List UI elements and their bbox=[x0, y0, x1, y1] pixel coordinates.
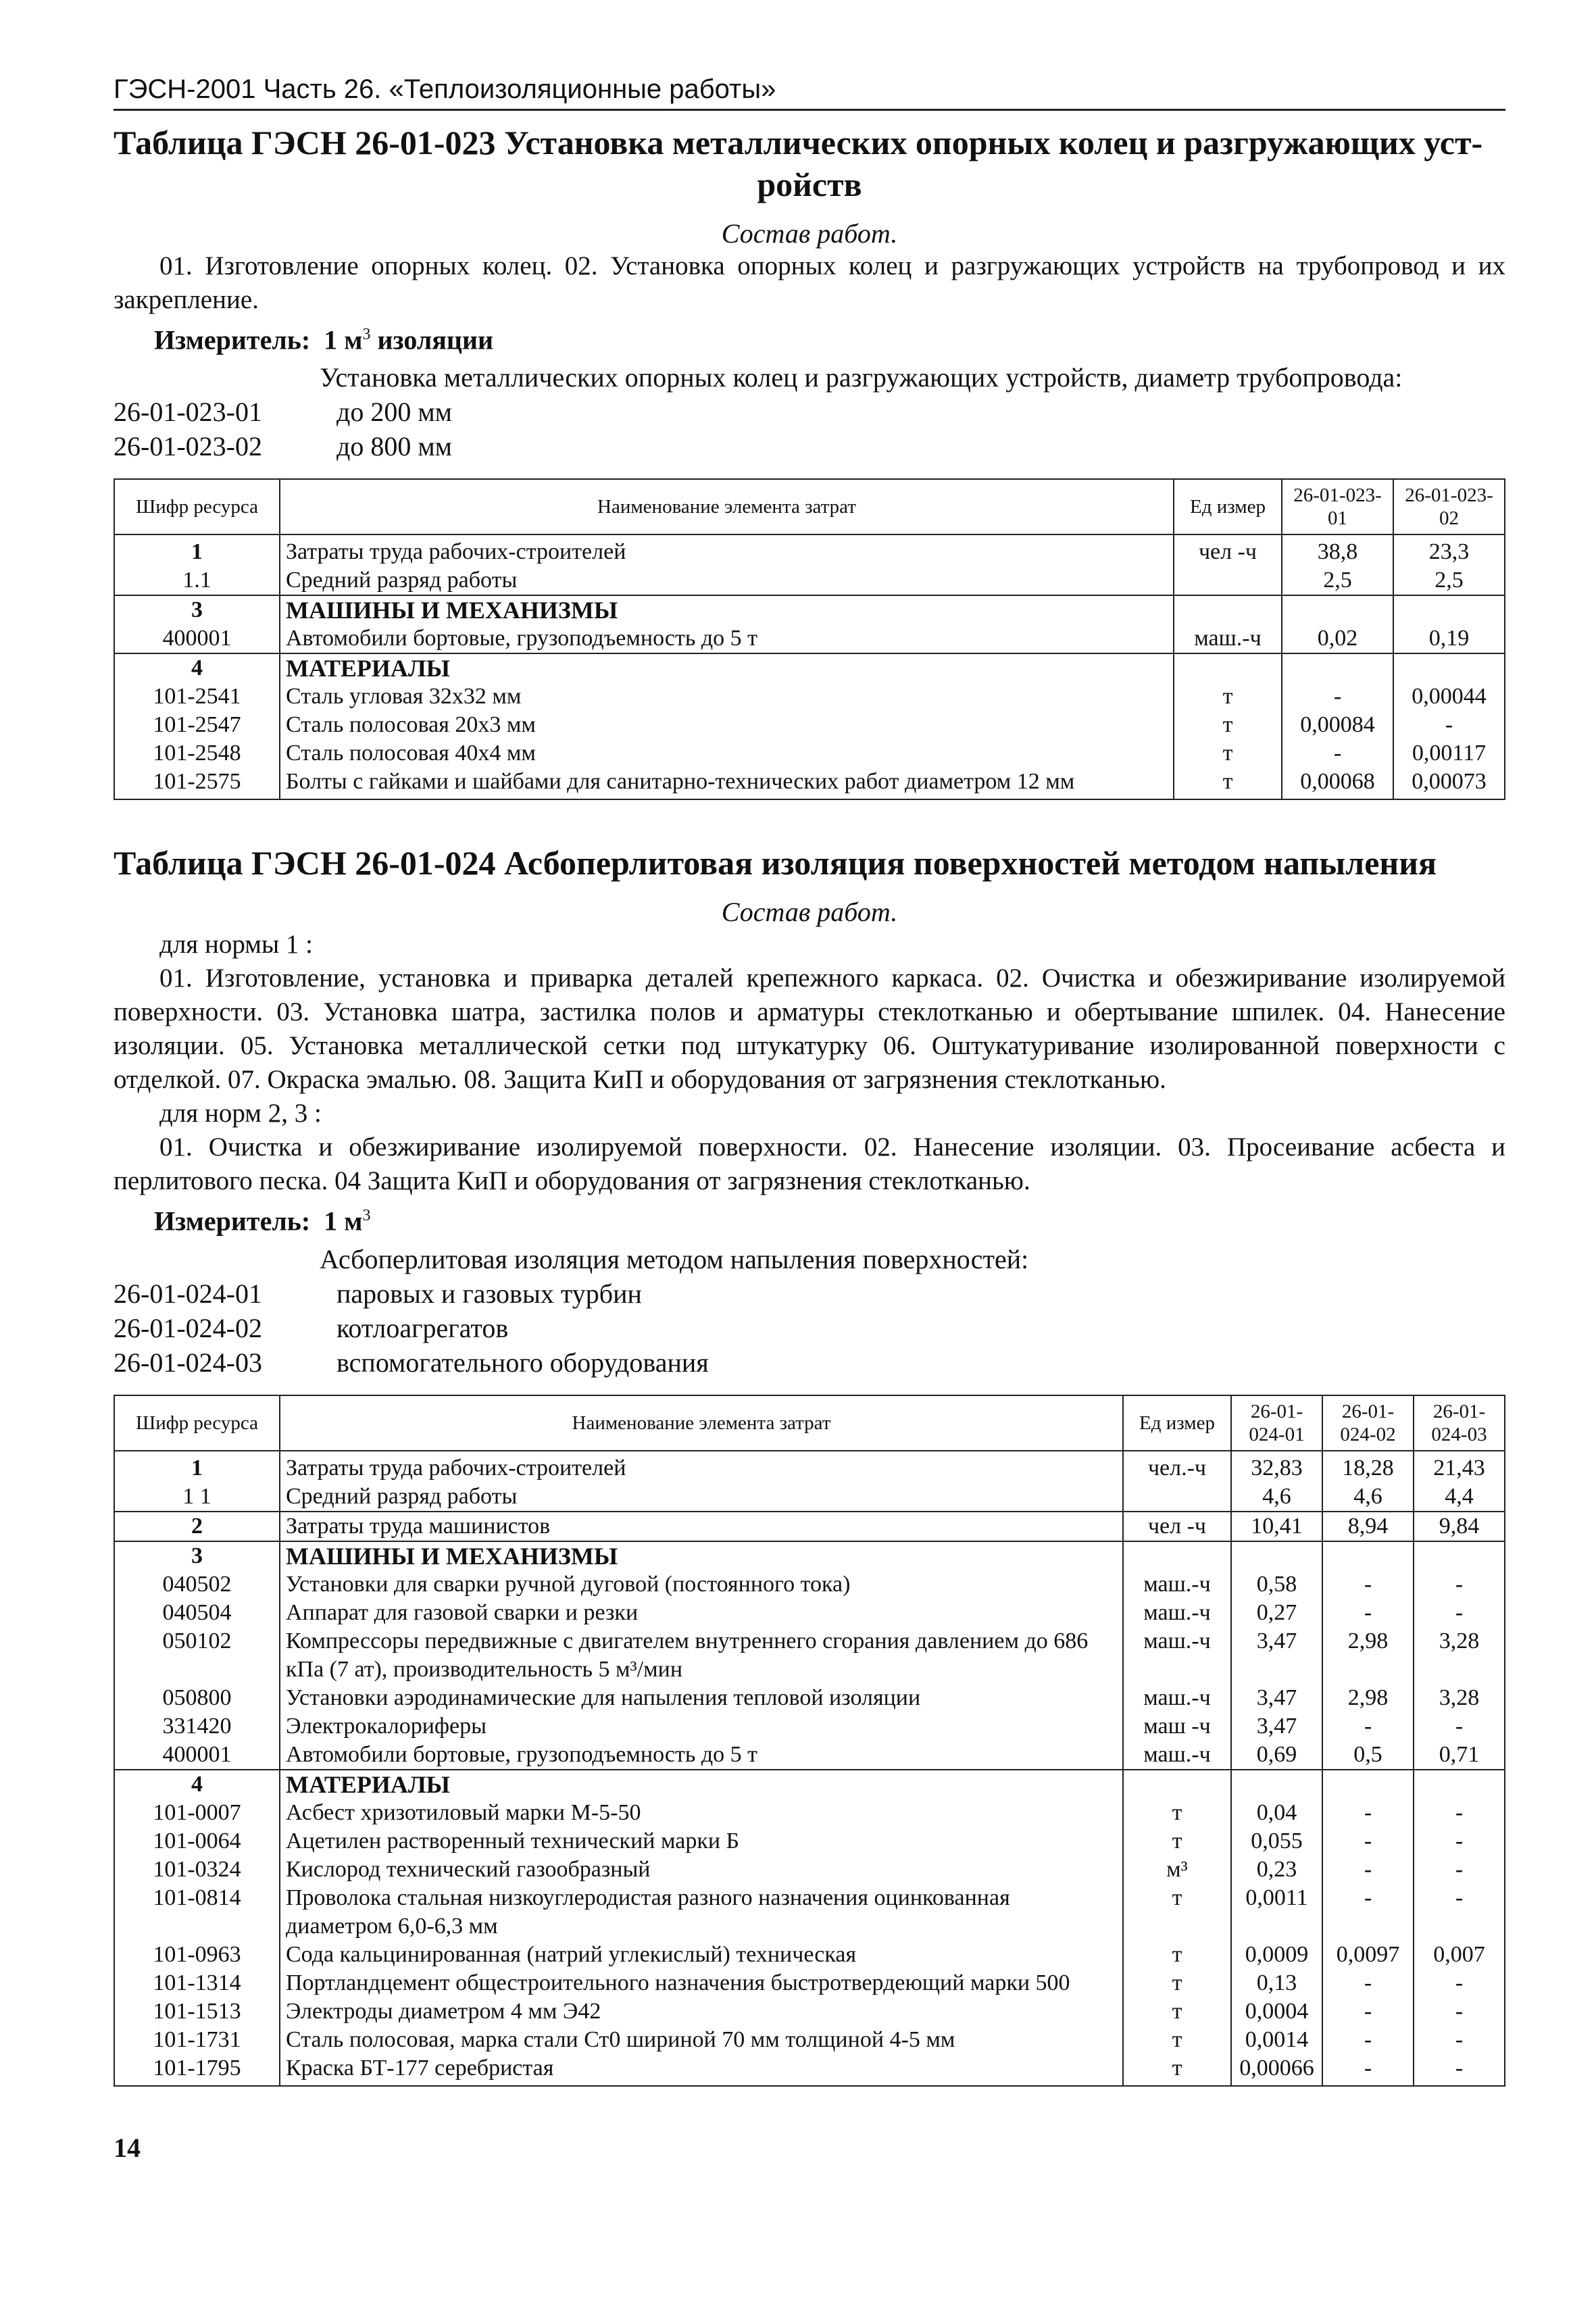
cell-name: Сода кальцинированная (натрий углекислый) техническая bbox=[280, 1941, 1123, 1969]
cell-unit: т bbox=[1123, 1827, 1231, 1856]
cell-value bbox=[1282, 653, 1393, 682]
variant-text: котлоагрегатов bbox=[336, 1312, 509, 1343]
cell-name: Ацетилен растворенный технический марки Б bbox=[280, 1827, 1123, 1856]
cell-value: 3,47 bbox=[1231, 1627, 1322, 1684]
cell-name: Автомобили бортовые, грузоподъемность до 5 т bbox=[280, 1741, 1123, 1770]
table2-norm1-text: 01. Изготовление, установка и приварка деталей крепежного каркаса. 02. Очистка и обезжиривание изолируемой поверхности. 03. Установка шатра, застилка полов и арматуры стеклотканью и обертывание шпилек. 04. Нанесение изоляции. 05. Установка металлической сетки под штукатурку 06. Оштукатуривание изолированной поверхности с отделкой. 07. Окраска эмалью. 08. Защита КиП и оборудования от загрязнения стеклотканью. bbox=[114, 964, 1505, 1095]
table-row bbox=[114, 1483, 1505, 1512]
cell-name: МАТЕРИАЛЫ bbox=[280, 1770, 1123, 1799]
cell-value bbox=[1393, 595, 1505, 624]
table1-work-text: 01. Изготовление опорных колец. 02. Установка опорных колец и разгружающих устройств на трубопровод и их закрепление. bbox=[114, 251, 1505, 314]
cell-code: 400001 bbox=[114, 1741, 280, 1770]
table2-work-heading: Состав работ. bbox=[721, 897, 898, 928]
cell-unit: маш.-ч bbox=[1123, 1570, 1231, 1599]
table2-norm23-text: 01. Очистка и обезжиривание изолируемой поверхности. 02. Нанесение изоляции. 03. Просеивание асбеста и перлитового песка. 04 Защита КиП и оборудования от загрязнения стеклотканью. bbox=[114, 1132, 1505, 1196]
table2-measure-sup: 3 bbox=[362, 1207, 371, 1225]
cell-value: 0,00044 bbox=[1393, 682, 1505, 711]
cell-value: 0,71 bbox=[1414, 1741, 1505, 1770]
cell-value: 23,3 bbox=[1393, 534, 1505, 566]
cell-value: 0,00066 bbox=[1231, 2054, 1322, 2086]
cell-unit: чел -ч bbox=[1174, 534, 1282, 566]
th-name: Наименование элемента затрат bbox=[280, 479, 1174, 534]
cell-code: 331420 bbox=[114, 1712, 280, 1741]
cell-value: 0,055 bbox=[1231, 1827, 1322, 1856]
cell-value: 0,13 bbox=[1231, 1969, 1322, 1997]
cell-name: Болты с гайками и шайбами для санитарно-технических работ диаметром 12 мм bbox=[280, 768, 1174, 799]
table1-measure-sup: 3 bbox=[362, 326, 371, 343]
table-row bbox=[114, 1684, 1505, 1712]
table2-title: Таблица ГЭСН 26-01-024 Асбоперлитовая изоляция поверхностей методом напыления bbox=[114, 844, 1437, 882]
table1-title-line2: ройств bbox=[757, 166, 862, 203]
table1-variants bbox=[114, 360, 1505, 464]
cell-value: - bbox=[1322, 2026, 1414, 2054]
th-col2: 26-01-024-02 bbox=[1322, 1395, 1414, 1451]
cell-value: - bbox=[1322, 1570, 1414, 1599]
cell-unit: т bbox=[1123, 1941, 1231, 1969]
table-row bbox=[114, 1451, 1505, 1483]
cell-name: Электрокалориферы bbox=[280, 1712, 1123, 1741]
cell-name: Асбест хризотиловый марки М-5-50 bbox=[280, 1799, 1123, 1827]
cell-value: 0,00117 bbox=[1393, 739, 1505, 768]
cell-value: 0,27 bbox=[1231, 1599, 1322, 1627]
cell-code: 101-1795 bbox=[114, 2054, 280, 2086]
cell-value: 0,69 bbox=[1231, 1741, 1322, 1770]
cell-value: - bbox=[1322, 1799, 1414, 1827]
cell-value: - bbox=[1414, 1570, 1505, 1599]
cell-unit: т bbox=[1123, 1969, 1231, 1997]
table-row bbox=[114, 1570, 1505, 1599]
table-row bbox=[114, 1541, 1505, 1570]
cell-unit bbox=[1174, 566, 1282, 595]
table2-measure bbox=[114, 1198, 1505, 1239]
cell-code: 101-1731 bbox=[114, 2026, 280, 2054]
cell-unit: м³ bbox=[1123, 1856, 1231, 1884]
th-name: Наименование элемента затрат bbox=[280, 1395, 1123, 1451]
cell-value: 3,28 bbox=[1414, 1627, 1505, 1684]
table-row bbox=[114, 1827, 1505, 1856]
cell-value: 2,98 bbox=[1322, 1684, 1414, 1712]
cell-value: 0,0011 bbox=[1231, 1884, 1322, 1941]
cell-value: - bbox=[1414, 1884, 1505, 1941]
cell-name: Затраты труда рабочих-строителей bbox=[280, 1451, 1123, 1483]
cell-value: 0,0014 bbox=[1231, 2026, 1322, 2054]
running-header: ГЭСН-2001 Часть 26. «Теплоизоляционные работы» bbox=[114, 74, 1505, 111]
cell-code: 1 bbox=[114, 534, 280, 566]
variant-text: до 200 мм bbox=[336, 397, 452, 428]
table2-measure-value: 1 м bbox=[324, 1205, 363, 1237]
table-row bbox=[114, 1941, 1505, 1969]
cell-value: 4,6 bbox=[1322, 1483, 1414, 1512]
th-code: Шифр ресурса bbox=[114, 479, 280, 534]
th-col3: 26-01-024-03 bbox=[1414, 1395, 1505, 1451]
cell-value: 0,23 bbox=[1231, 1856, 1322, 1884]
cell-value: - bbox=[1414, 1599, 1505, 1627]
cell-value: 32,83 bbox=[1231, 1451, 1322, 1483]
page bbox=[114, 74, 1505, 2087]
cell-value: - bbox=[1322, 1856, 1414, 1884]
table-row bbox=[114, 624, 1505, 653]
cell-unit: т bbox=[1123, 1884, 1231, 1941]
cell-value: 10,41 bbox=[1231, 1512, 1322, 1541]
cell-code: 400001 bbox=[114, 624, 280, 653]
cell-value: - bbox=[1414, 2054, 1505, 2086]
cell-value: - bbox=[1414, 1997, 1505, 2026]
cell-code: 1 bbox=[114, 1451, 280, 1483]
table2-norm1-label: для нормы 1 : bbox=[159, 930, 313, 960]
cell-unit: маш -ч bbox=[1123, 1712, 1231, 1741]
table-row bbox=[114, 534, 1505, 566]
cell-unit: маш.-ч bbox=[1123, 1627, 1231, 1684]
cell-value: - bbox=[1322, 1884, 1414, 1941]
cell-unit bbox=[1174, 595, 1282, 624]
variant-code: 26-01-024-01 bbox=[114, 1278, 262, 1309]
cell-code: 101-0814 bbox=[114, 1884, 280, 1941]
table2-header-row bbox=[114, 1395, 1505, 1451]
cell-code: 101-1314 bbox=[114, 1969, 280, 1997]
cell-value: - bbox=[1282, 739, 1393, 768]
cell-value: 0,19 bbox=[1393, 624, 1505, 653]
cell-value: 0,58 bbox=[1231, 1570, 1322, 1599]
variant-code: 26-01-023-01 bbox=[114, 397, 262, 428]
variant-text: паровых и газовых турбин bbox=[336, 1278, 642, 1309]
cell-code: 101-1513 bbox=[114, 1997, 280, 2026]
cell-value: 18,28 bbox=[1322, 1451, 1414, 1483]
cell-name: Сталь угловая 32х32 мм bbox=[280, 682, 1174, 711]
cell-value: 2,5 bbox=[1393, 566, 1505, 595]
cell-value: - bbox=[1322, 1712, 1414, 1741]
table-row bbox=[114, 1799, 1505, 1827]
cell-name: Установки аэродинамические для напыления тепловой изоляции bbox=[280, 1684, 1123, 1712]
cell-code: 1 1 bbox=[114, 1483, 280, 1512]
table1-measure-value: 1 м bbox=[324, 324, 363, 355]
cell-value: - bbox=[1322, 1969, 1414, 1997]
th-col1: 26-01-024-01 bbox=[1231, 1395, 1322, 1451]
cell-unit bbox=[1174, 653, 1282, 682]
cell-value bbox=[1393, 653, 1505, 682]
cell-value bbox=[1414, 1541, 1505, 1570]
cell-value: 4,4 bbox=[1414, 1483, 1505, 1512]
cell-name: МАТЕРИАЛЫ bbox=[280, 653, 1174, 682]
cell-code: 3 bbox=[114, 595, 280, 624]
cell-name: Проволока стальная низкоуглеродистая разного назначения оцинкованная диаметром 6,0-6,3 мм bbox=[280, 1884, 1123, 1941]
cell-unit: т bbox=[1174, 682, 1282, 711]
cell-value: - bbox=[1322, 1827, 1414, 1856]
table-row bbox=[114, 1712, 1505, 1741]
table1-work-heading: Состав работ. bbox=[721, 218, 898, 249]
cell-value: - bbox=[1414, 1712, 1505, 1741]
table-row bbox=[114, 1741, 1505, 1770]
table-row bbox=[114, 1770, 1505, 1799]
variant-text: до 800 мм bbox=[336, 431, 452, 462]
cell-value bbox=[1231, 1770, 1322, 1799]
cell-value: 3,47 bbox=[1231, 1712, 1322, 1741]
cell-value: 4,6 bbox=[1231, 1483, 1322, 1512]
cell-unit: т bbox=[1123, 2054, 1231, 2086]
table-row bbox=[114, 1599, 1505, 1627]
variant-code: 26-01-023-02 bbox=[114, 431, 262, 462]
cell-name: МАШИНЫ И МЕХАНИЗМЫ bbox=[280, 595, 1174, 624]
cell-value: 3,47 bbox=[1231, 1684, 1322, 1712]
cell-unit: т bbox=[1174, 739, 1282, 768]
cell-unit: т bbox=[1123, 1997, 1231, 2026]
cell-value: 2,98 bbox=[1322, 1627, 1414, 1684]
cell-unit: т bbox=[1123, 2026, 1231, 2054]
cell-name: Сталь полосовая, марка стали Ст0 шириной 70 мм толщиной 4-5 мм bbox=[280, 2026, 1123, 2054]
table1-measure bbox=[114, 317, 1505, 357]
cell-unit: чел -ч bbox=[1123, 1512, 1231, 1541]
cell-value: - bbox=[1282, 682, 1393, 711]
cell-value: 0,04 bbox=[1231, 1799, 1322, 1827]
th-code: Шифр ресурса bbox=[114, 1395, 280, 1451]
cell-unit: т bbox=[1174, 768, 1282, 799]
cell-value: - bbox=[1414, 1827, 1505, 1856]
variant-row bbox=[114, 1311, 1505, 1345]
cell-value: - bbox=[1322, 2054, 1414, 2086]
cell-code: 101-2548 bbox=[114, 739, 280, 768]
cell-name: Средний разряд работы bbox=[280, 566, 1174, 595]
cell-name: Кислород технический газообразный bbox=[280, 1856, 1123, 1884]
cell-value bbox=[1231, 1541, 1322, 1570]
page-number: 14 bbox=[114, 2133, 141, 2163]
cell-value: - bbox=[1414, 2026, 1505, 2054]
cell-value: 8,94 bbox=[1322, 1512, 1414, 1541]
table1-header-row bbox=[114, 479, 1505, 534]
table-row bbox=[114, 1969, 1505, 1997]
table-row bbox=[114, 653, 1505, 682]
cell-name: Сталь полосовая 40х4 мм bbox=[280, 739, 1174, 768]
cell-value: 0,02 bbox=[1282, 624, 1393, 653]
cell-value bbox=[1322, 1541, 1414, 1570]
cell-name: Компрессоры передвижные с двигателем внутреннего сгорания давлением до 686 кПа (7 ат), производительность 5 м³/мин bbox=[280, 1627, 1123, 1684]
table-row bbox=[114, 1627, 1505, 1684]
cell-value: 0,5 bbox=[1322, 1741, 1414, 1770]
cell-name: Краска БТ-177 серебристая bbox=[280, 2054, 1123, 2086]
variant-text: вспомогательного оборудования bbox=[336, 1347, 709, 1378]
cell-name: Средний разряд работы bbox=[280, 1483, 1123, 1512]
variant-row bbox=[114, 395, 1505, 429]
table1-grid bbox=[114, 478, 1505, 800]
table-row bbox=[114, 682, 1505, 711]
table-row bbox=[114, 2054, 1505, 2086]
table2-measure-label: Измеритель: bbox=[154, 1205, 311, 1237]
cell-name: Аппарат для газовой сварки и резки bbox=[280, 1599, 1123, 1627]
table2-norm23-label: для норм 2, 3 : bbox=[159, 1099, 322, 1128]
cell-code: 101-0324 bbox=[114, 1856, 280, 1884]
th-unit: Ед измер bbox=[1174, 479, 1282, 534]
cell-code: 101-2575 bbox=[114, 768, 280, 799]
table1-variants-intro: Установка металлических опорных колец и разгружающих устройств, диаметр трубопровода: bbox=[320, 362, 1403, 393]
table1-measure-suffix: изоляции bbox=[370, 324, 494, 355]
cell-value: 9,84 bbox=[1414, 1512, 1505, 1541]
cell-value: 0,00068 bbox=[1282, 768, 1393, 799]
cell-value: - bbox=[1322, 1997, 1414, 2026]
variant-row bbox=[114, 1276, 1505, 1311]
th-col2: 26-01-023-02 bbox=[1393, 479, 1505, 534]
cell-code: 1.1 bbox=[114, 566, 280, 595]
cell-name: Сталь полосовая 20х3 мм bbox=[280, 711, 1174, 739]
table2-grid bbox=[114, 1395, 1505, 2087]
cell-unit bbox=[1123, 1541, 1231, 1570]
cell-code: 040504 bbox=[114, 1599, 280, 1627]
th-unit: Ед измер bbox=[1123, 1395, 1231, 1451]
table-row bbox=[114, 2026, 1505, 2054]
cell-value: - bbox=[1414, 1856, 1505, 1884]
cell-value: 0,0009 bbox=[1231, 1941, 1322, 1969]
cell-code: 2 bbox=[114, 1512, 280, 1541]
cell-value: 38,8 bbox=[1282, 534, 1393, 566]
table1-measure-label: Измеритель: bbox=[154, 324, 311, 355]
th-col1: 26-01-023-01 bbox=[1282, 479, 1393, 534]
table-row bbox=[114, 1856, 1505, 1884]
cell-unit: маш.-ч bbox=[1174, 624, 1282, 653]
cell-name: Затраты труда машинистов bbox=[280, 1512, 1123, 1541]
cell-code: 040502 bbox=[114, 1570, 280, 1599]
table-row bbox=[114, 1512, 1505, 1541]
cell-value: 2,5 bbox=[1282, 566, 1393, 595]
cell-code: 101-0963 bbox=[114, 1941, 280, 1969]
cell-name: МАШИНЫ И МЕХАНИЗМЫ bbox=[280, 1541, 1123, 1570]
cell-code: 050102 bbox=[114, 1627, 280, 1684]
table-row bbox=[114, 1997, 1505, 2026]
table-row bbox=[114, 595, 1505, 624]
cell-name: Установки для сварки ручной дуговой (постоянного тока) bbox=[280, 1570, 1123, 1599]
table-row bbox=[114, 768, 1505, 799]
cell-code: 101-0007 bbox=[114, 1799, 280, 1827]
table-row bbox=[114, 1884, 1505, 1941]
cell-unit bbox=[1123, 1483, 1231, 1512]
table2-variants bbox=[114, 1242, 1505, 1380]
cell-value bbox=[1414, 1770, 1505, 1799]
cell-value: 21,43 bbox=[1414, 1451, 1505, 1483]
cell-value: 0,007 bbox=[1414, 1941, 1505, 1969]
cell-unit: т bbox=[1123, 1799, 1231, 1827]
cell-value: 0,00073 bbox=[1393, 768, 1505, 799]
cell-unit: чел.-ч bbox=[1123, 1451, 1231, 1483]
table2-variants-intro: Асбоперлитовая изоляция методом напыления поверхностей: bbox=[320, 1243, 1029, 1274]
cell-unit: маш.-ч bbox=[1123, 1599, 1231, 1627]
variant-row bbox=[114, 429, 1505, 464]
cell-value bbox=[1322, 1770, 1414, 1799]
table-row bbox=[114, 739, 1505, 768]
table1-title-line1: Таблица ГЭСН 26-01-023 Установка металлических опорных колец и разгружающих уст- bbox=[114, 124, 1483, 161]
cell-unit: маш.-ч bbox=[1123, 1741, 1231, 1770]
cell-unit bbox=[1123, 1770, 1231, 1799]
cell-code: 3 bbox=[114, 1541, 280, 1570]
cell-code: 050800 bbox=[114, 1684, 280, 1712]
variant-code: 26-01-024-02 bbox=[114, 1312, 262, 1343]
cell-code: 101-0064 bbox=[114, 1827, 280, 1856]
cell-name: Автомобили бортовые, грузоподъемность до 5 т bbox=[280, 624, 1174, 653]
cell-code: 101-2547 bbox=[114, 711, 280, 739]
cell-value: 3,28 bbox=[1414, 1684, 1505, 1712]
cell-unit: т bbox=[1174, 711, 1282, 739]
table-row bbox=[114, 566, 1505, 595]
cell-value: 0,00084 bbox=[1282, 711, 1393, 739]
cell-value: - bbox=[1393, 711, 1505, 739]
cell-value: 0,0097 bbox=[1322, 1941, 1414, 1969]
cell-code: 4 bbox=[114, 1770, 280, 1799]
variant-code: 26-01-024-03 bbox=[114, 1347, 262, 1378]
cell-name: Затраты труда рабочих-строителей bbox=[280, 534, 1174, 566]
cell-code: 101-2541 bbox=[114, 682, 280, 711]
cell-value: - bbox=[1414, 1969, 1505, 1997]
cell-value: 0,0004 bbox=[1231, 1997, 1322, 2026]
cell-value: - bbox=[1322, 1599, 1414, 1627]
cell-name: Портландцемент общестроительного назначения быстротвердеющий марки 500 bbox=[280, 1969, 1123, 1997]
table1-title bbox=[114, 122, 1505, 205]
cell-code: 4 bbox=[114, 653, 280, 682]
variant-row bbox=[114, 1345, 1505, 1380]
table-row bbox=[114, 711, 1505, 739]
cell-unit: маш.-ч bbox=[1123, 1684, 1231, 1712]
cell-value bbox=[1282, 595, 1393, 624]
cell-value: - bbox=[1414, 1799, 1505, 1827]
cell-name: Электроды диаметром 4 мм Э42 bbox=[280, 1997, 1123, 2026]
